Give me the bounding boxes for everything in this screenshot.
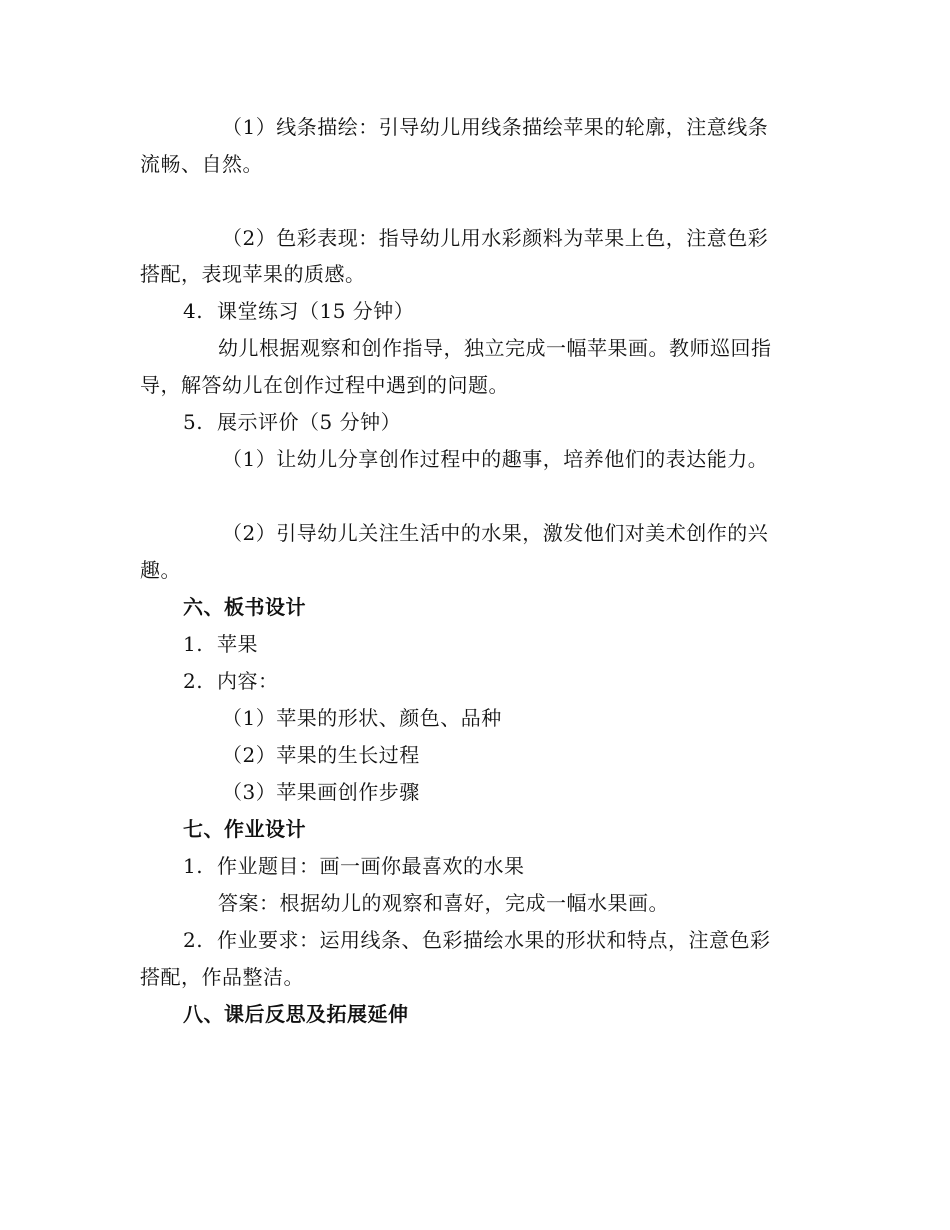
list-item-text: 展示评价（5 分钟）: [217, 410, 402, 434]
list-item-text: 内容：: [217, 669, 279, 693]
list-number: 4.: [183, 299, 204, 323]
paragraph-line: 幼儿根据观察和创作指导，独立完成一幅苹果画。教师巡回指: [218, 336, 772, 360]
paragraph-line: 流畅、自然。: [140, 152, 263, 176]
list-item: [183, 854, 525, 878]
paragraph-line: （1）让幼儿分享创作过程中的趣事，培养他们的表达能力。: [222, 447, 769, 471]
list-item: [183, 928, 771, 952]
list-item: [183, 410, 401, 434]
sub-item: （3）苹果画创作步骤: [222, 780, 420, 804]
sub-item: （1）苹果的形状、颜色、品种: [222, 706, 502, 730]
paragraph-line: 搭配，表现苹果的质感。: [140, 262, 366, 286]
section-heading: 八、课后反思及拓展延伸: [183, 1002, 409, 1026]
list-item: [183, 299, 414, 323]
list-item: [183, 632, 258, 656]
list-item-text: 苹果: [217, 632, 258, 656]
paragraph-line: 答案：根据幼儿的观察和喜好，完成一幅水果画。: [218, 891, 669, 915]
list-item-text: 作业要求：运用线条、色彩描绘水果的形状和特点，注意色彩: [217, 928, 771, 952]
list-number: 5.: [183, 410, 204, 434]
paragraph-line: 趣。: [140, 558, 181, 582]
paragraph-line: （2）引导幼儿关注生活中的水果，激发他们对美术创作的兴: [222, 521, 769, 545]
list-number: 2.: [183, 669, 204, 693]
list-item: [183, 669, 279, 693]
list-item-text: 作业题目：画一画你最喜欢的水果: [217, 854, 525, 878]
list-number: 1.: [183, 854, 204, 878]
paragraph-line: （2）色彩表现：指导幼儿用水彩颜料为苹果上色，注意色彩: [222, 226, 769, 250]
paragraph-line: 导，解答幼儿在创作过程中遇到的问题。: [140, 373, 509, 397]
section-heading: 六、板书设计: [183, 595, 306, 619]
list-number: 2.: [183, 928, 204, 952]
list-number: 1.: [183, 632, 204, 656]
section-heading: 七、作业设计: [183, 817, 306, 841]
list-item-text: 课堂练习（15 分钟）: [217, 299, 415, 323]
paragraph-line: 搭配，作品整洁。: [140, 965, 304, 989]
paragraph-line: （1）线条描绘：引导幼儿用线条描绘苹果的轮廓，注意线条: [222, 115, 769, 139]
sub-item: （2）苹果的生长过程: [222, 743, 420, 767]
